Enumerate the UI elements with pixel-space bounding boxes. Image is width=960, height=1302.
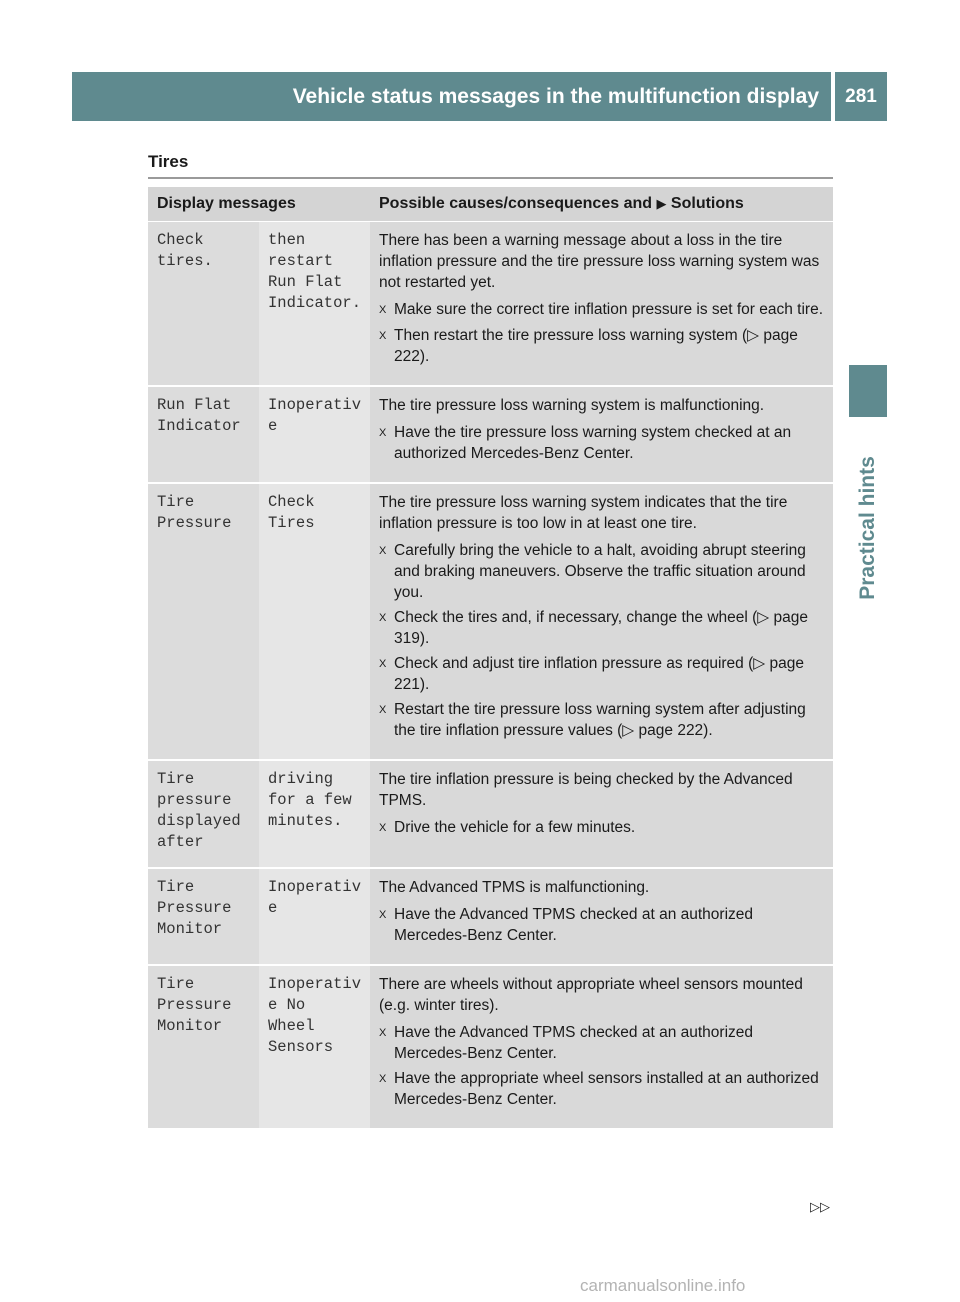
solution-step [379, 422, 827, 464]
step-marker-icon: X [379, 822, 387, 834]
display-message-part2: Inoperativ e [259, 869, 370, 966]
table-body [148, 222, 833, 1130]
table-row [148, 869, 833, 966]
cause-text: The tire inflation pressure is being checked by the Advanced TPMS. [379, 771, 793, 809]
solution-step [379, 653, 827, 695]
cause-text: There has been a warning message about a loss in the tire inflation pressure and the tire pressure loss warning system was not restarted yet. [379, 232, 820, 291]
step-text: Have the Advanced TPMS checked at an authorized Mercedes-Benz Center. [394, 1024, 754, 1062]
section-title: Tires [148, 152, 189, 171]
solution-step [379, 607, 827, 649]
step-text: Restart the tire pressure loss warning system after adjusting the tire inflation pressure values (▷ page 222). [394, 701, 806, 739]
side-section-label [849, 428, 887, 628]
step-text: Then restart the tire pressure loss warning system (▷ page 222). [394, 327, 798, 365]
table-row [148, 222, 833, 387]
display-message-part2: driving for a few minutes. [259, 761, 370, 869]
solution-step [379, 299, 827, 321]
table-row [148, 966, 833, 1130]
step-text: Drive the vehicle for a few minutes. [394, 819, 636, 836]
display-message-part2: Check Tires [259, 484, 370, 761]
step-marker-icon: X [379, 909, 387, 921]
step-marker-icon: X [379, 330, 387, 342]
page-header [72, 72, 887, 121]
cause-text: The tire pressure loss warning system is malfunctioning. [379, 397, 765, 414]
display-message-part1: Check tires. [148, 222, 259, 387]
table-row [148, 484, 833, 761]
causes-header-suffix: Solutions [670, 195, 744, 212]
step-marker-icon: X [379, 612, 387, 624]
step-marker-icon: X [379, 304, 387, 316]
step-text: Have the Advanced TPMS checked at an authorized Mercedes-Benz Center. [394, 906, 754, 944]
causes-header-prefix: Possible causes/consequences and [379, 195, 653, 212]
display-message-part2: then restart Run Flat Indicator. [259, 222, 370, 387]
step-text: Have the appropriate wheel sensors installed at an authorized Mercedes-Benz Center. [394, 1070, 819, 1108]
solution-step [379, 699, 827, 741]
step-text: Carefully bring the vehicle to a halt, avoiding abrupt steering and braking maneuvers. Observe the traffic situation around you. [394, 542, 806, 601]
step-text: Check and adjust tire inflation pressure as required (▷ page 221). [394, 655, 804, 693]
step-text: Check the tires and, if necessary, change the wheel (▷ page 319). [394, 609, 809, 647]
solution-step [379, 1022, 827, 1064]
cause-text: The tire pressure loss warning system indicates that the tire inflation pressure is too low in at least one tire. [379, 494, 788, 532]
causes-solutions-cell [370, 869, 833, 966]
page-number: 281 [835, 72, 887, 121]
table-row [148, 387, 833, 484]
solution-step [379, 325, 827, 367]
table-row [148, 761, 833, 869]
display-message-part2: Inoperativ e No Wheel Sensors [259, 966, 370, 1130]
display-message-part2: Inoperativ e [259, 387, 370, 484]
column-header-causes [370, 187, 833, 222]
cause-text: The Advanced TPMS is malfunctioning. [379, 879, 650, 896]
solution-step [379, 904, 827, 946]
solution-arrow-icon: ▶ [656, 196, 667, 211]
step-marker-icon: X [379, 658, 387, 670]
solution-step [379, 540, 827, 603]
section-tab-marker [849, 365, 887, 417]
display-message-part1: Run Flat Indicator [148, 387, 259, 484]
side-section-label-text: Practical hints [856, 456, 879, 600]
table-header-row [148, 187, 833, 222]
causes-solutions-cell [370, 222, 833, 387]
display-message-part1: Tire pressure displayed after [148, 761, 259, 869]
display-message-part1: Tire Pressure Monitor [148, 966, 259, 1130]
display-message-part1: Tire Pressure [148, 484, 259, 761]
cause-text: There are wheels without appropriate wheel sensors mounted (e.g. winter tires). [379, 976, 803, 1014]
causes-solutions-cell [370, 387, 833, 484]
step-marker-icon: X [379, 1027, 387, 1039]
column-header-display: Display messages [148, 187, 370, 222]
display-message-part1: Tire Pressure Monitor [148, 869, 259, 966]
continue-arrows-icon: ▷▷ [810, 1199, 830, 1214]
messages-table [148, 187, 833, 1130]
causes-solutions-cell [370, 484, 833, 761]
causes-solutions-cell [370, 966, 833, 1130]
step-marker-icon: X [379, 427, 387, 439]
section-divider [148, 177, 833, 179]
causes-solutions-cell [370, 761, 833, 869]
step-text: Have the tire pressure loss warning system checked at an authorized Mercedes-Benz Center. [394, 424, 792, 462]
watermark: carmanualsonline.info [580, 1276, 746, 1295]
header-title: Vehicle status messages in the multifunction display [72, 72, 831, 121]
solution-step [379, 1068, 827, 1110]
solution-step [379, 817, 827, 839]
step-marker-icon: X [379, 545, 387, 557]
step-marker-icon: X [379, 1073, 387, 1085]
step-text: Make sure the correct tire inflation pressure is set for each tire. [394, 301, 824, 318]
step-marker-icon: X [379, 704, 387, 716]
